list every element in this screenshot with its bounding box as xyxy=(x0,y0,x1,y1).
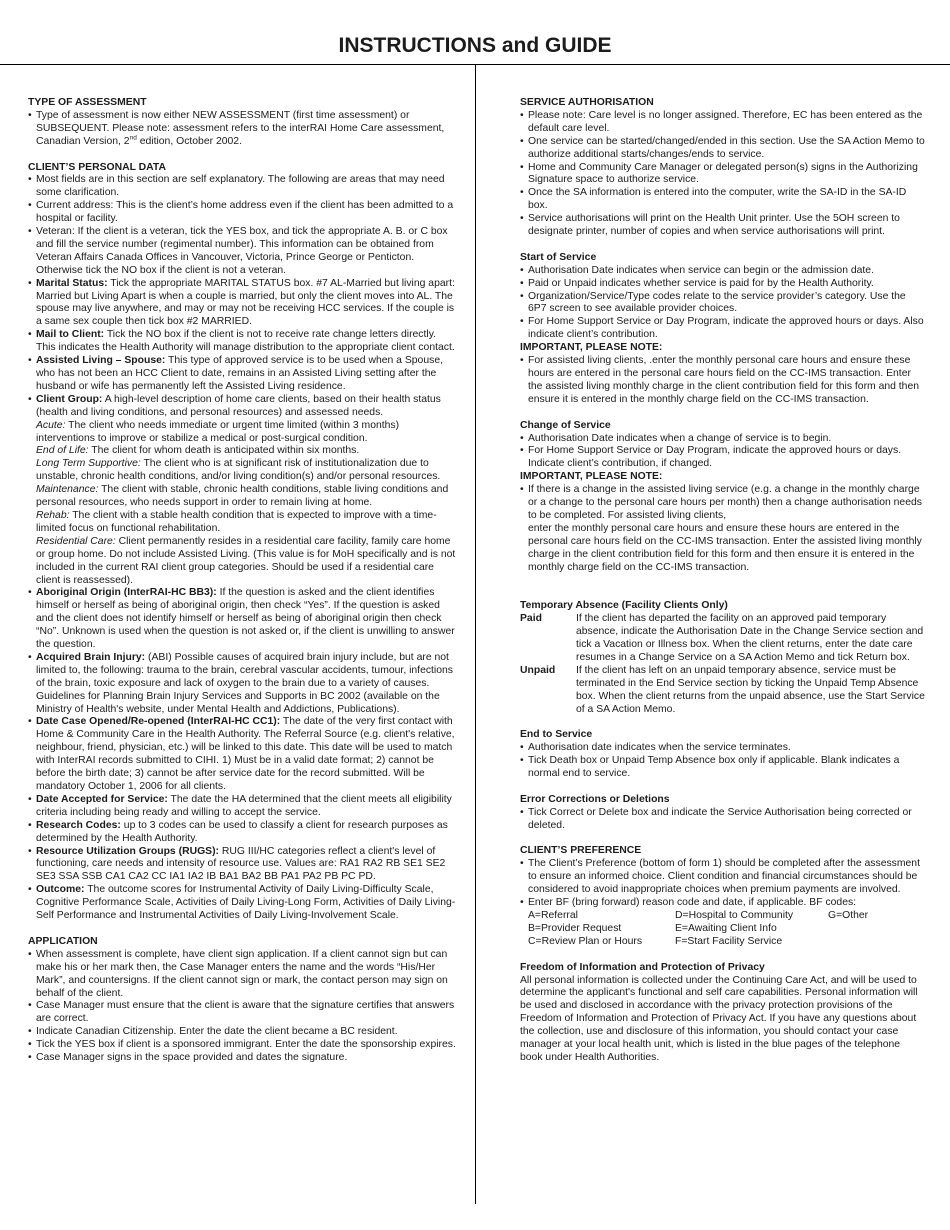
client-group-acute xyxy=(36,420,458,446)
column-divider xyxy=(475,64,476,1204)
section-heading: End to Service xyxy=(520,729,593,741)
list-item: • Tick Correct or Delete box and indicate the Service Authorisation being corrected or deleted. xyxy=(520,807,925,833)
section-heading: Freedom of Information and Protection of Privacy xyxy=(520,961,765,973)
list-item xyxy=(28,820,458,846)
type-of-assessment-section xyxy=(28,97,458,149)
temporary-absence-section xyxy=(520,600,925,716)
list-item: • When assessment is complete, have client sign application. If a client cannot sign but can make his or her mark then, the Case Manager enters the name and the words “His/Her Mark”, and countersigns. If the client cannot sign or mark, the contact person may sign on behalf of the client. xyxy=(28,949,458,1001)
list-item xyxy=(28,587,458,652)
bf-code: B=Provider Request xyxy=(528,922,622,934)
item-label: Marital Status: xyxy=(36,277,108,289)
section-heading: Start of Service xyxy=(520,251,597,263)
spacer xyxy=(520,587,925,600)
paid-row xyxy=(520,613,925,665)
item-text: A high-level description of home care clients, based on their health status (health and living conditions, and personal resources) and assessed needs. xyxy=(36,393,441,418)
item-text: RUG III/HC categories reflect a client's level of functioning, care needs and intensity of resource use. Values are: RA1 RA2 RB SE1 SE2 SE3 SSA SSB CA1 CA2 CC IA1 IA2 IB BA1 BA2 BB PA1 PA2 PB PC PD. xyxy=(36,845,446,883)
list-item xyxy=(28,394,458,588)
list-item xyxy=(28,716,458,793)
section-heading: APPLICATION xyxy=(28,935,98,947)
right-column xyxy=(520,97,925,1078)
item-label: Resource Utilization Groups (RUGS): xyxy=(36,845,220,857)
list-item: • For Home Support Service or Day Program, indicate the approved hours or days. Also indicate client’s contribution. xyxy=(520,316,925,342)
list-item: • Most fields are in this section are self explanatory. The following are areas that may need some clarification. xyxy=(28,174,458,200)
item-text: (ABI) Possible causes of acquired brain injury include, but are not limited to, the following: trauma to the brain, cerebral vascular accidents, tumour, infections of the brain, toxic exposure and lack of oxygen to the brain due to a variety of causes. Guidelines for Planning Brain Injury Services and Supports in BC 2002 (available on the Ministry of Health's website, under Mental Health and Addictions, Publications). xyxy=(36,651,453,715)
item-label: Date Case Opened/Re-opened (InterRAI-HC CC1): xyxy=(36,716,281,728)
client-group-rehab xyxy=(36,510,458,536)
list-item: • One service can be started/changed/ended in this section. Use the SA Action Memo to authorize additional starts/changes/ends to service. xyxy=(520,136,925,162)
list-item: • Enter BF (bring forward) reason code and date, if applicable. BF codes: xyxy=(520,897,925,910)
item-label: Date Accepted for Service: xyxy=(36,793,168,805)
subitem-text: The client who needs immediate or urgent time limited (within 3 months) interventions to improve or stabilize a medical or post-surgical condition. xyxy=(36,419,400,444)
list-item xyxy=(28,652,458,717)
item-label: Mail to Client: xyxy=(36,329,105,341)
subitem-label: Long Term Supportive: xyxy=(36,458,141,470)
list-item xyxy=(28,278,458,330)
subitem-label: Rehab: xyxy=(36,509,70,521)
section-heading: Temporary Absence (Facility Clients Only) xyxy=(520,600,728,612)
list-item xyxy=(520,484,925,574)
item-text: up to 3 codes can be used to classify a client for research purposes as determined by the Health Authority. xyxy=(36,819,448,844)
privacy-section xyxy=(520,962,925,1065)
list-item: • Authorisation date indicates when the service terminates. xyxy=(520,742,925,755)
client-group-end-of-life xyxy=(36,445,458,458)
ordinal-suffix: nd xyxy=(129,134,137,142)
subitem-text: The client with a stable health condition that is expected to improve with a time-limited focus on functional rehabilitation. xyxy=(36,509,437,534)
paid-label: Paid xyxy=(520,613,542,625)
list-item: • Indicate Canadian Citizenship. Enter the date the client became a BC resident. xyxy=(28,1026,458,1039)
item-text: The date the HA determined that the client meets all eligibility criteria including being ready and willing to accept the service. xyxy=(36,793,452,818)
bf-code: D=Hospital to Community xyxy=(675,909,794,921)
list-item xyxy=(28,329,458,355)
important-note-heading: IMPORTANT, PLEASE NOTE: xyxy=(520,471,663,483)
item-text: If the question is asked and the client identifies himself or herself as being of aboriginal origin, then check “Yes”. If the question is asked and the client does not identify himself or herself as being of aboriginal origin then check “No”. Unknown is used when the question is not asked or, if the client is unwilling to answer the question. xyxy=(36,587,455,651)
bf-code: E=Awaiting Client Info xyxy=(675,922,777,934)
item-text: This type of approved service is to be used when a Spouse, who has not been an HCC Client to date, remains in an Assisted Living setting after the husband or wife has permanently left the Assisted Living residence. xyxy=(36,355,443,392)
list-item: • Tick the YES box if client is a sponsored immigrant. Enter the date the sponsorship expires. xyxy=(28,1039,458,1052)
change-of-service-section xyxy=(520,420,925,575)
page-title: INSTRUCTIONS and GUIDE xyxy=(338,34,612,57)
start-of-service-section xyxy=(520,252,925,407)
important-note-heading: IMPORTANT, PLEASE NOTE: xyxy=(520,342,663,354)
section-heading: Change of Service xyxy=(520,419,611,431)
section-heading: TYPE OF ASSESSMENT xyxy=(28,97,147,108)
subitem-text: The client for whom death is anticipated within six months. xyxy=(88,445,360,457)
service-authorisation-section xyxy=(520,97,925,239)
item-label: Aboriginal Origin (InterRAI-HC BB3): xyxy=(36,587,217,599)
list-item: • Tick Death box or Unpaid Temp Absence box only if applicable. Blank indicates a normal end to service. xyxy=(520,755,925,781)
item-label: Assisted Living – Spouse: xyxy=(36,355,166,367)
item-text: Tick the appropriate MARITAL STATUS box. #7 AL-Married but living apart: Married but Living Apart is when a couple is married, but only the client moves into AL. The spouse may live anywhere, and may or may not be receiving HCC services. If the couple is a same sex couple then tick box #2 MARRIED. xyxy=(36,277,455,328)
list-item: • Please note: Care level is no longer assigned. Therefore, EC has been entered as the default care level. xyxy=(520,110,925,136)
bf-code xyxy=(828,936,925,949)
section-heading: CLIENT’S PERSONAL DATA xyxy=(28,161,166,173)
item-label: Client Group: xyxy=(36,393,103,405)
list-item: • Veteran: If the client is a veteran, tick the YES box, and tick the appropriate A. B. or C box and fill the service number (regimental number). This information can be obtained from Veteran Affairs Canada Offices in Vancouver, Victoria, Prince George or Penticton. Otherwise tick the NO box if the client is not a veteran. xyxy=(28,226,458,278)
error-corrections-section xyxy=(520,794,925,833)
list-item: • Current address: This is the client’s home address even if the client has been admitted to a hospital or facility. xyxy=(28,200,458,226)
subitem-text: Client permanently resides in a residential care facility, family care home or group home. Do not include Assisted Living. (This value is for MoH specifically and is not included in the current RAI client group categories. Should be used if a residential care client is reassessed). xyxy=(36,535,456,586)
client-group-long-term-supportive xyxy=(36,458,458,484)
section-heading: SERVICE AUTHORISATION xyxy=(520,97,654,108)
item-label: Research Codes: xyxy=(36,819,121,831)
list-item: • Authorisation Date indicates when a change of service is to begin. xyxy=(520,433,925,446)
section-heading: CLIENT’S PREFERENCE xyxy=(520,845,642,857)
client-personal-data-section xyxy=(28,162,458,923)
item-text: enter the monthly personal care hours and ensure these hours are entered in the personal care hours field on the CC-IMS transaction. Enter the assisted living monthly charge in the client contribution field for this form and then ensure it is entered in the monthly charge field on the CC-IMS transaction. xyxy=(528,522,922,573)
item-text: The outcome scores for Instrumental Activity of Daily Living-Difficulty Scale, Cognitive Performance Scale, Activities of Daily Living-Long Form, Activities of Daily Living-Self Performance and Instrumental Activities of Daily Living-Involvement Scale. xyxy=(36,884,456,922)
subitem-label: End of Life: xyxy=(36,445,89,457)
list-item xyxy=(28,355,458,394)
bf-codes-grid xyxy=(520,910,925,949)
section-heading: Error Corrections or Deletions xyxy=(520,793,670,805)
list-item: • Authorisation Date indicates when service can begin or the admission date. xyxy=(520,265,925,278)
unpaid-row xyxy=(520,665,925,717)
item-text: The date of the very first contact with Home & Community Care in the Health Authority. The Referral Source (e.g. client's relative, neighbour, friend, physician, etc.) will be linked to this date. This date will be used to match with InterRAI records submitted to CIHI. 1) Must be in a valid date format; 2) cannot be before the birth date; 3) cannot be after service date for the record submitted. Will be mandatory October 1, 2006 for all clients. xyxy=(36,716,455,793)
unpaid-label: Unpaid xyxy=(520,664,556,676)
list-item: • Once the SA information is entered into the computer, write the SA-ID in the SA-ID box. xyxy=(520,187,925,213)
client-group-residential-care xyxy=(36,536,458,588)
list-item: • Case Manager signs in the space provided and dates the signature. xyxy=(28,1052,458,1065)
bf-code xyxy=(828,923,925,936)
item-text: Tick the NO box if the client is not to receive rate change letters directly. This indicates the Health Authority will manage distribution to the appropriate client contact. xyxy=(36,329,455,354)
item-text: Type of assessment is now either NEW ASSESSMENT (first time assessment) or SUBSEQUENT. Please note: assessment refers to the interRAI Home Care assessment, Canadian Version, 2 xyxy=(36,109,445,147)
list-item xyxy=(28,884,458,923)
subitem-label: Maintenance: xyxy=(36,484,99,496)
list-item xyxy=(28,110,458,149)
subitem-label: Acute: xyxy=(36,419,66,431)
subitem-text: The client with stable, chronic health conditions, stable living conditions and personal resources, who needs support in order to remain living at home. xyxy=(36,484,449,509)
list-item: • For assisted living clients, .enter the monthly personal care hours and ensure these hours are entered in the personal care hours field on the CC-IMS transaction. Enter the assisted living monthly charge in the client contribution field for this form and then ensure it is entered in the monthly charge field on the CC-IMS transaction. xyxy=(520,355,925,407)
list-item: • The Client’s Preference (bottom of form 1) should be completed after the assessment to ensure an informed choice. Client condition and financial circumstances should be considered to avoid inappropriate choices when premium payments are involved. xyxy=(520,858,925,897)
list-item xyxy=(28,846,458,885)
item-label: Outcome: xyxy=(36,884,85,896)
list-item: • Case Manager must ensure that the client is aware that the signature certifies that answers are correct. xyxy=(28,1000,458,1026)
privacy-text: All personal information is collected under the Continuing Care Act, and will be used to determine the applicant's functional and self care capabilities. Personal information will be used and disclosed in accordance with the privacy protection provisions of the Freedom of Information and Protection of Privacy Act. If you have any questions about the collection, use and disclosure of this information, you should contact your case manager at your local health unit, which is listed in the blue pages of the telephone book under Health Authorities. xyxy=(520,974,918,1063)
subitem-label: Residential Care: xyxy=(36,535,116,547)
paid-text: If the client has departed the facility on an approved paid temporary absence, indicate the Authorisation Date in the Change Service section and tick a Vacation or Illness box. When the client returns, enter the date care resumes in a Change Service on a SA Action Memo and tick Return box. xyxy=(576,613,924,663)
application-section xyxy=(28,936,458,1065)
list-item: • Organization/Service/Type codes relate to the service provider’s category. Use the 6P7 screen to see available provider choices. xyxy=(520,291,925,317)
list-item xyxy=(28,794,458,820)
list-item: • Paid or Unpaid indicates whether service is paid for by the Health Authority. xyxy=(520,278,925,291)
end-of-service-section xyxy=(520,729,925,781)
list-item: • For Home Support Service or Day Program, indicate the approved hours or days. Indicate client’s contribution, if changed. xyxy=(520,445,925,471)
client-preference-section xyxy=(520,845,925,948)
list-item: • Service authorisations will print on the Health Unit printer. Use the 5OH screen to designate printer, number of copies and when service authorisations will print. xyxy=(520,213,925,239)
unpaid-text: If the client has left on an unpaid temporary absence, service must be terminated in the End Service section by ticking the Unpaid Temp Absence box. When the client returns from the unpaid absence, use the Start Service of a SA Action Memo. xyxy=(576,664,925,715)
subitem-text: The client who is at significant risk of institutionalization due to unstable, chronic health conditions, and/or living condition(s) and/or personal resources. xyxy=(36,458,441,483)
item-text: • If there is a change in the assisted living service (e.g. a change in the monthly charge or a change to the personal care hours per month) then a change authorisation needs to be completed. For assisted living clients, xyxy=(528,484,922,521)
bf-code: G=Other xyxy=(828,909,869,921)
bf-code: C=Review Plan or Hours xyxy=(528,935,643,947)
bf-code: F=Start Facility Service xyxy=(675,935,783,947)
item-text: edition, October 2002. xyxy=(136,135,242,147)
list-item: • Home and Community Care Manager or delegated person(s) signs in the Authorizing Signature space to authorize service. xyxy=(520,162,925,188)
bf-code: A=Referral xyxy=(528,909,578,921)
item-label: Acquired Brain Injury: xyxy=(36,651,146,663)
left-column xyxy=(28,97,458,1078)
client-group-maintenance xyxy=(36,484,458,510)
